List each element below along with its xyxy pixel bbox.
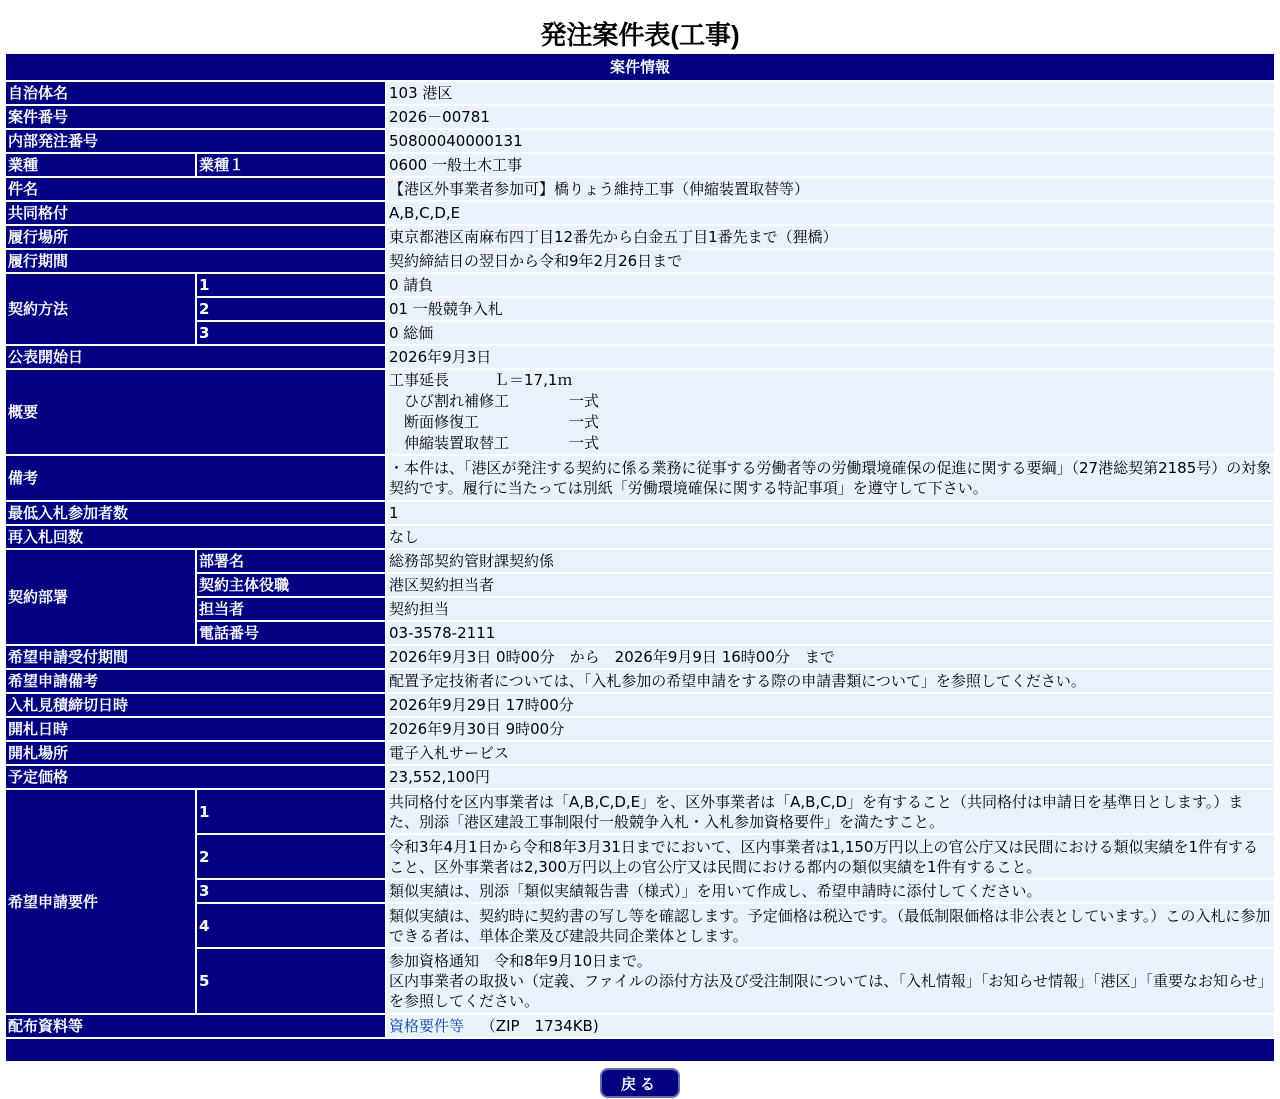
value-yoken-5: 参加資格通知 令和8年9月10日まで。 区内事業者の取扱い（定義、ファイルの添付方法及び受注制限については、「入札情報」「お知らせ情報」「港区」「重要なお知らせ」を参照してください。	[387, 949, 1274, 1015]
value-bukyoku-1: 総務部契約管財課契約係	[387, 550, 1274, 574]
row-gaiyo	[6, 370, 1274, 456]
label-sainyu: 再入札回数	[6, 526, 387, 550]
value-houhou-3: 0 総価	[387, 322, 1274, 346]
label-houhou: 契約方法	[6, 274, 197, 346]
row-kohyo	[6, 346, 1274, 370]
label-haifu: 配布資料等	[6, 1015, 387, 1039]
label-basho: 履行場所	[6, 226, 387, 250]
value-biko: ・本件は、「港区が発注する契約に係る業務に従事する労働者等の労働環境確保の促進に関する要綱」（27港総契第2185号）の対象契約です。履行に当たっては別紙「労働環境確保に関する特記事項」を遵守して下さい。	[387, 456, 1274, 502]
sublabel-yoken-3: 3	[197, 880, 387, 904]
label-kakuzuke: 共同格付	[6, 202, 387, 226]
value-yotei: 23,552,100円	[387, 766, 1274, 790]
label-uketsuke: 希望申請受付期間	[6, 646, 387, 670]
row-kibo-biko	[6, 670, 1274, 694]
row-yoken-2	[6, 835, 1274, 880]
value-yoken-3: 類似実績は、別添「類似実績報告書（様式）」を用いて作成し、希望申請時に添付してください。	[387, 880, 1274, 904]
row-bukyoku-2	[6, 574, 1274, 598]
row-kikan	[6, 250, 1274, 274]
value-houhou-1: 0 請負	[387, 274, 1274, 298]
row-bukyoku-1	[6, 550, 1274, 574]
label-naibu-no: 内部発注番号	[6, 130, 387, 154]
value-yoken-2: 令和3年4月1日から令和8年3月31日までにおいて、区内事業者は1,150万円以上の官公庁又は民間における類似実績を1件有すること、区外事業者は2,300万円以上の官公庁又は民間における都内の類似実績を1件有すること。	[387, 835, 1274, 880]
value-basho: 東京都港区南麻布四丁目12番先から白金五丁目1番先まで（狸橋）	[387, 226, 1274, 250]
back-button[interactable]: 戻る	[600, 1068, 680, 1098]
value-saitei: 1	[387, 502, 1274, 526]
footer-bar	[6, 1039, 1274, 1063]
value-naibu-no: 50800040000131	[387, 130, 1274, 154]
sublabel-houhou-3: 3	[197, 322, 387, 346]
sublabel-yoken-1: 1	[197, 790, 387, 835]
row-yoken-4	[6, 904, 1274, 949]
value-yoken-1: 共同格付を区内事業者は「A,B,C,D,E」を、区外事業者は「A,B,C,D」を有すること（共同格付は申請日を基準日とします。）また、別添「港区建設工事制限付一般競争入札・入札参加資格要件」を満たすこと。	[387, 790, 1274, 835]
footer-row	[6, 1039, 1274, 1063]
value-sainyu: なし	[387, 526, 1274, 550]
row-kaisatsu-nichiji	[6, 718, 1274, 742]
sublabel-houhou-1: 1	[197, 274, 387, 298]
row-yoken-5	[6, 949, 1274, 1015]
value-jichitai: 103 港区	[387, 82, 1274, 106]
row-biko	[6, 456, 1274, 502]
label-bukyoku: 契約部署	[6, 550, 197, 646]
value-bukyoku-4: 03-3578-2111	[387, 622, 1274, 646]
row-houhou-1	[6, 274, 1274, 298]
label-kikan: 履行期間	[6, 250, 387, 274]
sublabel-yoken-2: 2	[197, 835, 387, 880]
label-yotei: 予定価格	[6, 766, 387, 790]
row-yotei	[6, 766, 1274, 790]
sublabel-houhou-2: 2	[197, 298, 387, 322]
sublabel-bukyoku-4: 電話番号	[197, 622, 387, 646]
download-link[interactable]: 資格要件等	[389, 1017, 465, 1035]
label-kaisatsu-nichiji: 開札日時	[6, 718, 387, 742]
value-kenmei: 【港区外事業者参加可】橋りょう維持工事（伸縮装置取替等）	[387, 178, 1274, 202]
label-kibo-biko: 希望申請備考	[6, 670, 387, 694]
value-kakuzuke: A,B,C,D,E	[387, 202, 1274, 226]
section-header-row	[6, 54, 1274, 82]
value-gaiyo: 工事延長 Ｌ＝17,1ｍ ひび割れ補修工 一式 断面修復工 一式 伸縮装置取替工 一式	[387, 370, 1274, 456]
row-houhou-2	[6, 298, 1274, 322]
value-anken-no: 2026－00781	[387, 106, 1274, 130]
label-kohyo: 公表開始日	[6, 346, 387, 370]
value-bukyoku-3: 契約担当	[387, 598, 1274, 622]
row-anken-no	[6, 106, 1274, 130]
row-haifu	[6, 1015, 1274, 1039]
sublabel-bukyoku-3: 担当者	[197, 598, 387, 622]
value-kikan: 契約締結日の翌日から令和9年2月26日まで	[387, 250, 1274, 274]
value-kibo-biko: 配置予定技術者については、「入札参加の希望申請をする際の申請書類について」を参照してください。	[387, 670, 1274, 694]
sublabel-yoken-4: 4	[197, 904, 387, 949]
row-bukyoku-3	[6, 598, 1274, 622]
label-gyoshu: 業種	[6, 154, 197, 178]
label-jichitai: 自治体名	[6, 82, 387, 106]
row-yoken-1	[6, 790, 1274, 835]
row-gyoshu	[6, 154, 1274, 178]
section-header: 案件情報	[6, 54, 1274, 82]
label-saitei: 最低入札参加者数	[6, 502, 387, 526]
value-kaisatsu-basho: 電子入札サービス	[387, 742, 1274, 766]
row-jichitai	[6, 82, 1274, 106]
row-kakuzuke	[6, 202, 1274, 226]
row-yoken-3	[6, 880, 1274, 904]
value-haifu	[387, 1015, 1274, 1039]
row-kenmei	[6, 178, 1274, 202]
row-sainyu	[6, 526, 1274, 550]
label-mitsumori: 入札見積締切日時	[6, 694, 387, 718]
label-anken-no: 案件番号	[6, 106, 387, 130]
row-saitei	[6, 502, 1274, 526]
value-kaisatsu-nichiji: 2026年9月30日 9時00分	[387, 718, 1274, 742]
label-yoken: 希望申請要件	[6, 790, 197, 1015]
label-gaiyo: 概要	[6, 370, 387, 456]
row-mitsumori	[6, 694, 1274, 718]
value-kohyo: 2026年9月3日	[387, 346, 1274, 370]
row-houhou-3	[6, 322, 1274, 346]
file-size: （ZIP 1734KB)	[480, 1017, 599, 1035]
row-bukyoku-4	[6, 622, 1274, 646]
page-title: 発注案件表(工事)	[540, 20, 740, 50]
row-uketsuke	[6, 646, 1274, 670]
value-houhou-2: 01 一般競争入札	[387, 298, 1274, 322]
sublabel-gyoshu: 業種１	[197, 154, 387, 178]
sublabel-bukyoku-2: 契約主体役職	[197, 574, 387, 598]
value-uketsuke: 2026年9月3日 0時00分 から 2026年9月9日 16時00分 まで	[387, 646, 1274, 670]
row-naibu-no	[6, 130, 1274, 154]
value-yoken-4: 類似実績は、契約時に契約書の写し等を確認します。予定価格は税込です。（最低制限価格は非公表としています。）この入札に参加できる者は、単体企業及び建設共同企業体とします。	[387, 904, 1274, 949]
sublabel-bukyoku-1: 部署名	[197, 550, 387, 574]
label-kaisatsu-basho: 開札場所	[6, 742, 387, 766]
value-mitsumori: 2026年9月29日 17時00分	[387, 694, 1274, 718]
row-basho	[6, 226, 1274, 250]
sublabel-yoken-5: 5	[197, 949, 387, 1015]
case-info-table	[6, 54, 1274, 1063]
value-gyoshu: 0600 一般土木工事	[387, 154, 1274, 178]
back-button-container	[0, 1068, 1280, 1098]
value-bukyoku-2: 港区契約担当者	[387, 574, 1274, 598]
label-biko: 備考	[6, 456, 387, 502]
row-kaisatsu-basho	[6, 742, 1274, 766]
label-kenmei: 件名	[6, 178, 387, 202]
